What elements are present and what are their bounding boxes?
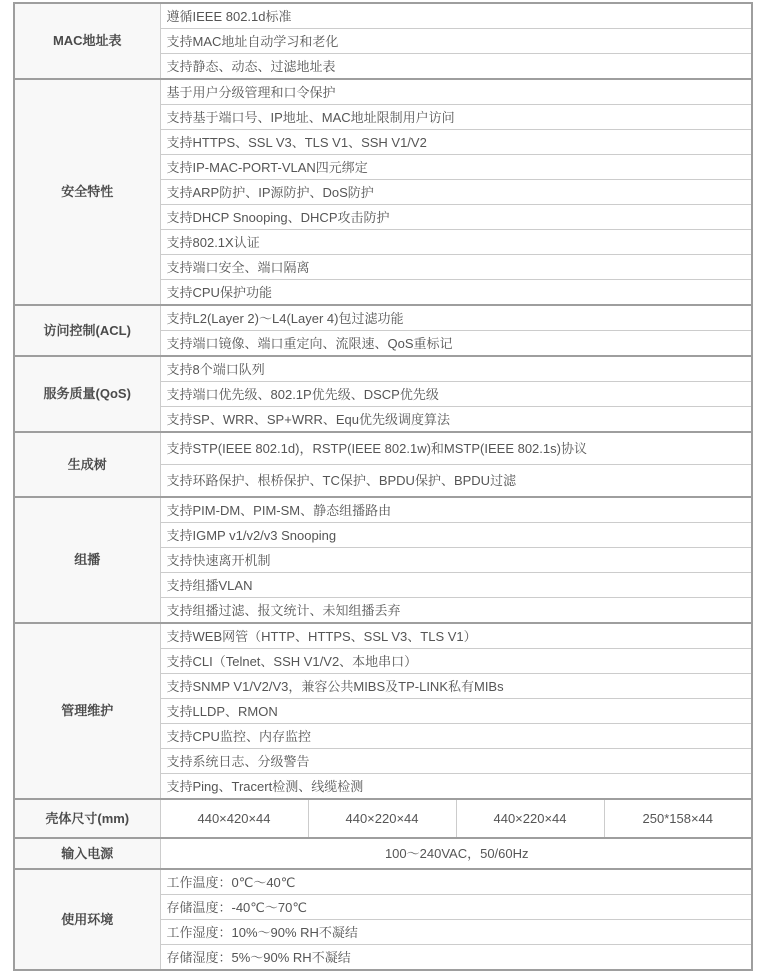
spec-value: 支持静态、动态、过滤地址表 [160,54,752,80]
table-row [14,79,752,105]
section-label-multicast: 组播 [14,497,160,623]
dimension-cell: 440×220×44 [308,799,456,838]
spec-value: 支持DHCP Snooping、DHCP攻击防护 [160,205,752,230]
spec-value: 支持快速离开机制 [160,548,752,573]
spec-value: 存储湿度：5%～90% RH不凝结 [160,945,752,971]
dimension-cell: 250*158×44 [604,799,752,838]
spec-value: 支持CLI（Telnet、SSH V1/V2、本地串口） [160,649,752,674]
table-row [14,3,752,29]
table-row [14,356,752,382]
power-value: 100～240VAC，50/60Hz [160,838,752,869]
table-row [14,623,752,649]
table-row [14,432,752,465]
spec-value: 遵循IEEE 802.1d标准 [160,3,752,29]
dimension-cell: 440×420×44 [160,799,308,838]
spec-value: 支持802.1X认证 [160,230,752,255]
spec-value: 支持SNMP V1/V2/V3，兼容公共MIBS及TP-LINK私有MIBs [160,674,752,699]
table-row [14,869,752,895]
section-label-environment: 使用环境 [14,869,160,970]
spec-value: 支持IP-MAC-PORT-VLAN四元绑定 [160,155,752,180]
section-label-spanning-tree: 生成树 [14,432,160,497]
spec-value: 支持MAC地址自动学习和老化 [160,29,752,54]
spec-value: 支持环路保护、根桥保护、TC保护、BPDU保护、BPDU过滤 [160,465,752,498]
spec-value: 支持端口镜像、端口重定向、流限速、QoS重标记 [160,331,752,357]
spec-value: 支持8个端口队列 [160,356,752,382]
spec-value: 基于用户分级管理和口令保护 [160,79,752,105]
section-label-security: 安全特性 [14,79,160,305]
dimension-cell: 440×220×44 [456,799,604,838]
spec-value: 支持LLDP、RMON [160,699,752,724]
spec-value: 支持Ping、Tracert检测、线缆检测 [160,774,752,800]
spec-value: 工作温度：0℃～40℃ [160,869,752,895]
section-label-acl: 访问控制(ACL) [14,305,160,356]
spec-value: 支持系统日志、分级警告 [160,749,752,774]
spec-table [13,2,753,971]
spec-value: 支持基于端口号、IP地址、MAC地址限制用户访问 [160,105,752,130]
spec-value: 支持L2(Layer 2)～L4(Layer 4)包过滤功能 [160,305,752,331]
spec-value: 支持组播过滤、报文统计、未知组播丢弃 [160,598,752,624]
spec-value: 支持STP(IEEE 802.1d)，RSTP(IEEE 802.1w)和MSTP(IEEE 802.1s)协议 [160,432,752,465]
section-label-qos: 服务质量(QoS) [14,356,160,432]
section-label-management: 管理维护 [14,623,160,799]
spec-value: 存储温度：-40℃～70℃ [160,895,752,920]
spec-value: 支持IGMP v1/v2/v3 Snooping [160,523,752,548]
section-label-mac: MAC地址表 [14,3,160,79]
table-row [14,799,752,838]
spec-value: 支持PIM-DM、PIM-SM、静态组播路由 [160,497,752,523]
spec-value: 支持CPU监控、内存监控 [160,724,752,749]
section-label-dimensions: 壳体尺寸(mm) [14,799,160,838]
spec-value: 支持CPU保护功能 [160,280,752,306]
spec-value: 支持组播VLAN [160,573,752,598]
spec-value: 支持端口优先级、802.1P优先级、DSCP优先级 [160,382,752,407]
spec-value: 支持HTTPS、SSL V3、TLS V1、SSH V1/V2 [160,130,752,155]
spec-value: 工作湿度：10%～90% RH不凝结 [160,920,752,945]
spec-value: 支持WEB网管（HTTP、HTTPS、SSL V3、TLS V1） [160,623,752,649]
spec-value: 支持端口安全、端口隔离 [160,255,752,280]
table-row [14,305,752,331]
table-row [14,497,752,523]
section-label-power: 输入电源 [14,838,160,869]
spec-value: 支持ARP防护、IP源防护、DoS防护 [160,180,752,205]
spec-value: 支持SP、WRR、SP+WRR、Equ优先级调度算法 [160,407,752,433]
